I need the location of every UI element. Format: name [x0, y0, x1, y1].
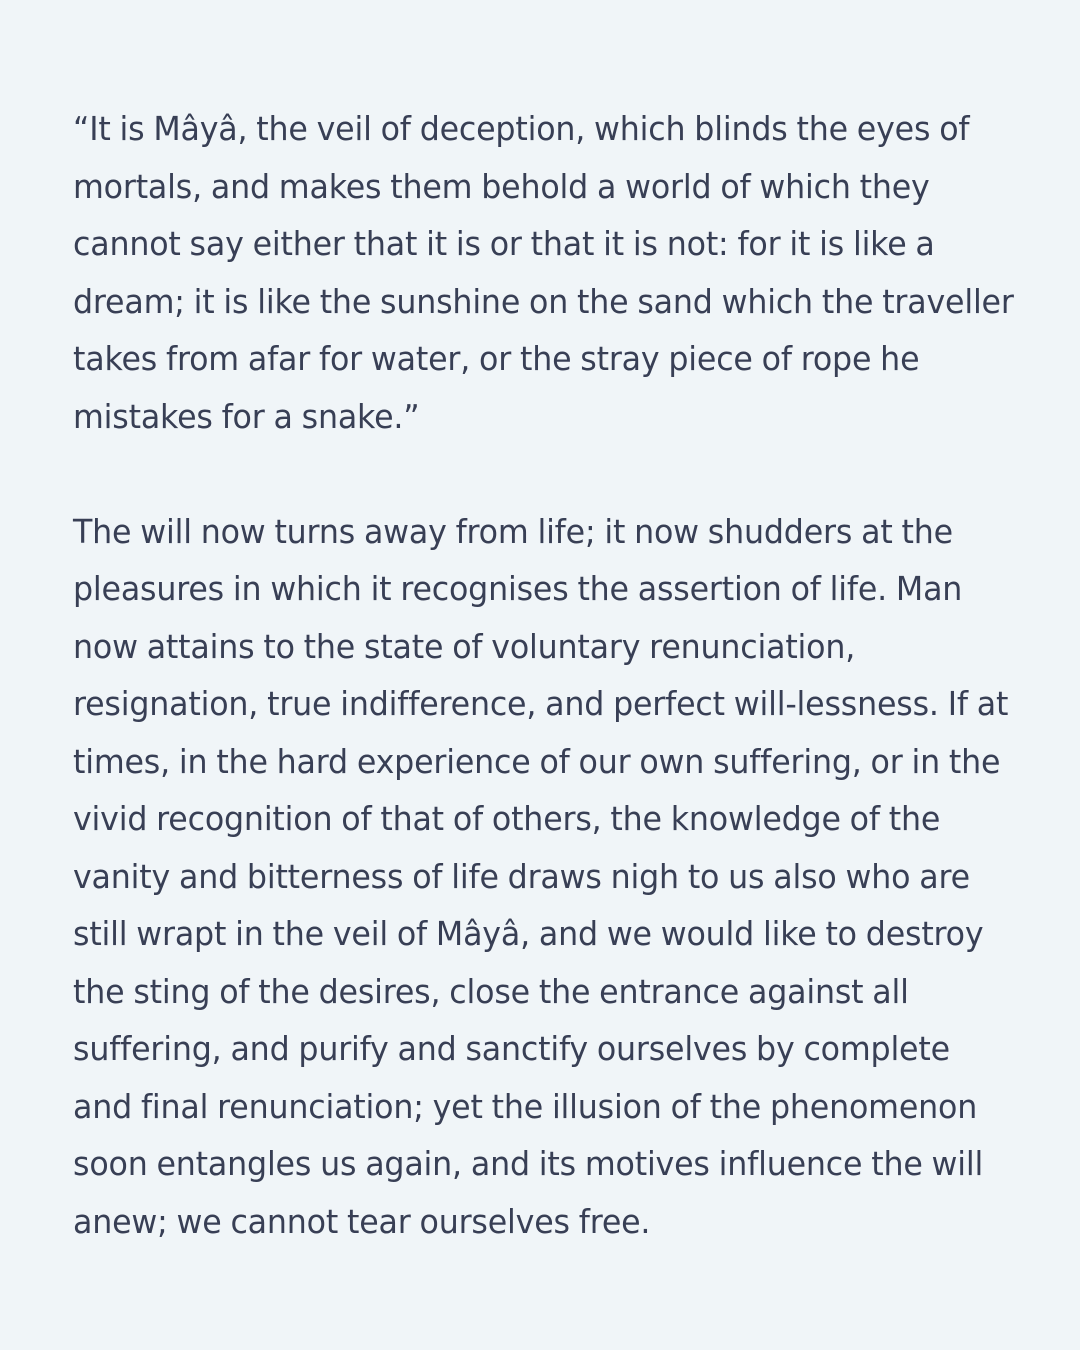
- text-line: mortals, and makes them behold a world of which they: [73, 166, 930, 206]
- text-line: vivid recognition of that of others, the knowledge of the: [73, 799, 941, 838]
- text-line: resignation, true indifference, and perfect will-lessness. If at: [73, 684, 1009, 723]
- text-line: The will now turns away from life; it now shudders at the: [73, 511, 953, 551]
- text-page: [73, 100, 1033, 1250]
- text-line: now attains to the state of voluntary renunciation,: [73, 626, 856, 666]
- text-line: still wrapt in the veil of Mâyâ, and we would like to destroy: [73, 914, 984, 953]
- text-line: dream; it is like the sunshine on the sand which the traveller: [73, 281, 1014, 321]
- text-line: vanity and bitterness of life draws nigh to us also who are: [73, 856, 970, 896]
- text-line: soon entangles us again, and its motives influence the will: [73, 1144, 984, 1183]
- text-line: anew; we cannot tear ourselves free.: [73, 1201, 651, 1241]
- text-line: and final renunciation; yet the illusion of the phenomenon: [73, 1086, 978, 1126]
- text-line: the sting of the desires, close the entrance against all: [73, 971, 909, 1011]
- text-line: cannot say either that it is or that it is not: for it is like a: [73, 224, 935, 263]
- text-line: times, in the hard experience of our own suffering, or in the: [73, 741, 1001, 781]
- text-line: mistakes for a snake.”: [73, 396, 420, 436]
- text-line: suffering, and purify and sanctify ourselves by complete: [73, 1029, 950, 1068]
- body-paragraph: [73, 503, 1033, 1251]
- text-line: “It is Mâyâ, the veil of deception, which blinds the eyes of: [73, 109, 970, 148]
- quote-paragraph: [73, 100, 1033, 445]
- text-line: pleasures in which it recognises the assertion of life. Man: [73, 569, 963, 608]
- text-line: takes from afar for water, or the stray piece of rope he: [73, 339, 920, 378]
- paragraph-spacer: [73, 445, 1033, 503]
